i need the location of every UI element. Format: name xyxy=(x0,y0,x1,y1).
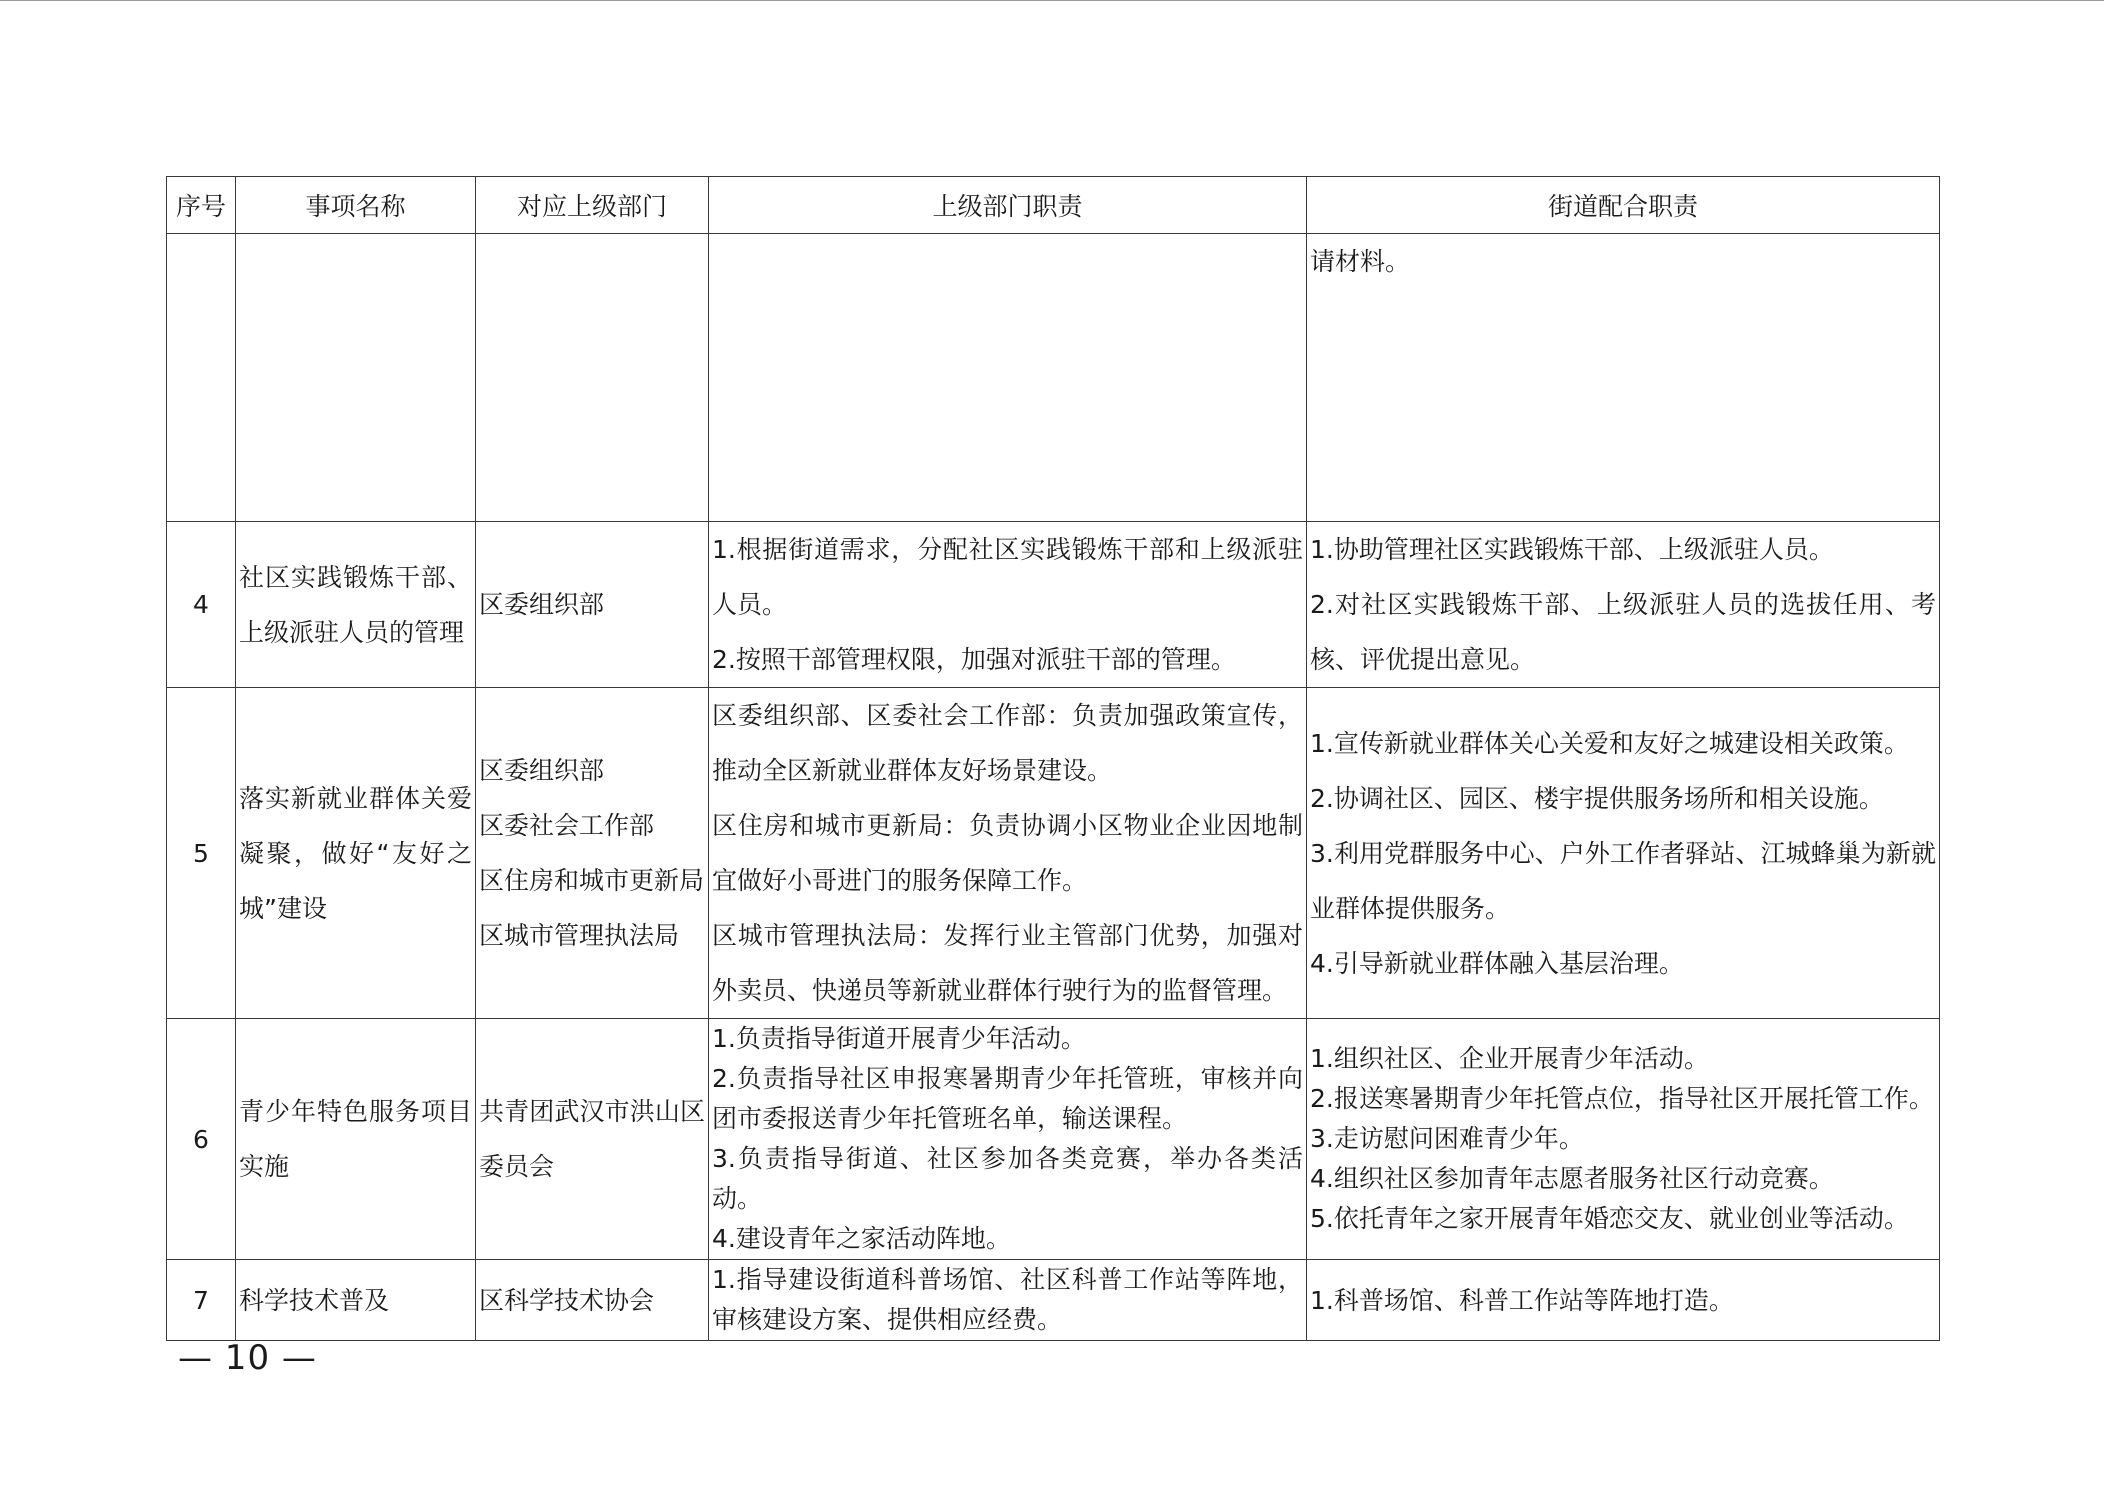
cell-seq: 7 xyxy=(167,1260,236,1341)
cell-upper-dept xyxy=(476,1019,709,1260)
cell-seq: 5 xyxy=(167,688,236,1019)
cell-upper-dept xyxy=(476,234,709,522)
cell-upper-duty xyxy=(709,1260,1307,1341)
duty-line: 2.对社区实践锻炼干部、上级派驻人员的选拔任用、考核、评优提出意见。 xyxy=(1310,590,1936,674)
cell-item-name xyxy=(236,1019,476,1260)
upper-dept-text: 共青团武汉市洪山区委员会 xyxy=(479,1097,705,1181)
cell-upper-duty xyxy=(709,522,1307,688)
cell-item-name xyxy=(236,234,476,522)
upper-dept-text xyxy=(479,743,705,963)
cell-street-duty xyxy=(1307,234,1940,522)
header-street-duty: 街道配合职责 xyxy=(1307,177,1940,234)
cell-seq: 6 xyxy=(167,1019,236,1260)
item-name-text: 落实新就业群体关爱凝聚，做好“友好之城”建设 xyxy=(239,783,472,923)
header-seq: 序号 xyxy=(167,177,236,234)
cell-upper-dept xyxy=(476,522,709,688)
street-duty-text xyxy=(1310,1039,1936,1239)
street-duty-text xyxy=(1310,522,1936,687)
header-item-name: 事项名称 xyxy=(236,177,476,234)
street-duty-text: 请材料。 xyxy=(1310,247,1411,276)
dept-line: 区委组织部 xyxy=(479,756,605,785)
duty-line: 2.协调社区、园区、楼宇提供服务场所和相关设施。 xyxy=(1310,783,1884,813)
duty-line: 3.负责指导街道、社区参加各类竞赛，举办各类活动。 xyxy=(712,1144,1303,1213)
duty-line: 5.依托青年之家开展青年婚恋交友、就业创业等活动。 xyxy=(1310,1204,1909,1233)
cell-item-name xyxy=(236,1260,476,1341)
cell-seq xyxy=(167,234,236,522)
cell-item-name xyxy=(236,688,476,1019)
street-duty-text: 1.科普场馆、科普工作站等阵地打造。 xyxy=(1310,1285,1734,1315)
cell-seq: 4 xyxy=(167,522,236,688)
duty-line: 区城市管理执法局：发挥行业主管部门优势，加强对外卖员、快递员等新就业群体行驶行为的监督管理。 xyxy=(712,921,1303,1005)
table-row xyxy=(167,1260,1940,1341)
upper-dept-text: 区委组织部 xyxy=(479,590,605,619)
upper-duty-text: 1.指导建设街道科普场馆、社区科普工作站等阵地，审核建设方案、提供相应经费。 xyxy=(712,1265,1303,1334)
table-row xyxy=(167,522,1940,688)
upper-dept-text: 区科学技术协会 xyxy=(479,1285,655,1315)
cell-street-duty xyxy=(1307,522,1940,688)
cell-item-name xyxy=(236,522,476,688)
cell-upper-dept xyxy=(476,1260,709,1341)
duty-line: 4.组织社区参加青年志愿者服务社区行动竞赛。 xyxy=(1310,1164,1834,1193)
item-name-text: 科学技术普及 xyxy=(239,1285,390,1315)
cell-upper-duty xyxy=(709,234,1307,522)
cell-street-duty xyxy=(1307,1019,1940,1260)
page-top-border xyxy=(0,0,2104,1)
header-upper-duty: 上级部门职责 xyxy=(709,177,1307,234)
upper-duty-text xyxy=(712,688,1303,1018)
duty-line: 1.宣传新就业群体关心关爱和友好之城建设相关政策。 xyxy=(1310,728,1909,758)
duty-line: 区住房和城市更新局：负责协调小区物业企业因地制宜做好小哥进门的服务保障工作。 xyxy=(712,811,1303,895)
upper-duty-text xyxy=(712,1019,1303,1259)
cell-upper-duty xyxy=(709,1019,1307,1260)
duty-line: 4.引导新就业群体融入基层治理。 xyxy=(1310,948,1684,978)
duty-line: 3.利用党群服务中心、户外工作者驿站、江城蜂巢为新就业群体提供服务。 xyxy=(1310,838,1936,923)
cell-upper-duty xyxy=(709,688,1307,1019)
duty-line: 2.报送寒暑期青少年托管点位，指导社区开展托管工作。 xyxy=(1310,1084,1934,1113)
table-header-row xyxy=(167,177,1940,234)
duty-line: 1.组织社区、企业开展青少年活动。 xyxy=(1310,1044,1709,1073)
cell-street-duty xyxy=(1307,688,1940,1019)
duty-line: 3.走访慰问困难青少年。 xyxy=(1310,1124,1584,1153)
table-row-continuation xyxy=(167,234,1940,522)
upper-duty-text xyxy=(712,522,1303,687)
dept-line: 区委社会工作部 xyxy=(479,811,655,840)
duty-line: 1.负责指导街道开展青少年活动。 xyxy=(712,1024,1086,1053)
page-number: — 10 — xyxy=(178,1338,317,1378)
duty-line: 2.按照干部管理权限，加强对派驻干部的管理。 xyxy=(712,645,1236,674)
dept-line: 区城市管理执法局 xyxy=(479,921,680,950)
duty-line: 1.协助管理社区实践锻炼干部、上级派驻人员。 xyxy=(1310,535,1834,564)
table-row xyxy=(167,1019,1940,1260)
item-name-text: 社区实践锻炼干部、上级派驻人员的管理 xyxy=(239,562,472,647)
item-name-text: 青少年特色服务项目实施 xyxy=(239,1097,472,1181)
duty-table xyxy=(166,176,1940,1341)
header-upper-dept: 对应上级部门 xyxy=(476,177,709,234)
duty-line: 1.根据街道需求，分配社区实践锻炼干部和上级派驻人员。 xyxy=(712,535,1303,619)
table-row xyxy=(167,688,1940,1019)
dept-line: 区住房和城市更新局 xyxy=(479,866,705,895)
duty-line: 区委组织部、区委社会工作部：负责加强政策宣传，推动全区新就业群体友好场景建设。 xyxy=(712,701,1303,785)
street-duty-text xyxy=(1310,716,1936,991)
cell-street-duty xyxy=(1307,1260,1940,1341)
cell-upper-dept xyxy=(476,688,709,1019)
duty-line: 2.负责指导社区申报寒暑期青少年托管班，审核并向团市委报送青少年托管班名单，输送课程。 xyxy=(712,1064,1303,1133)
duty-line: 4.建设青年之家活动阵地。 xyxy=(712,1224,1011,1253)
